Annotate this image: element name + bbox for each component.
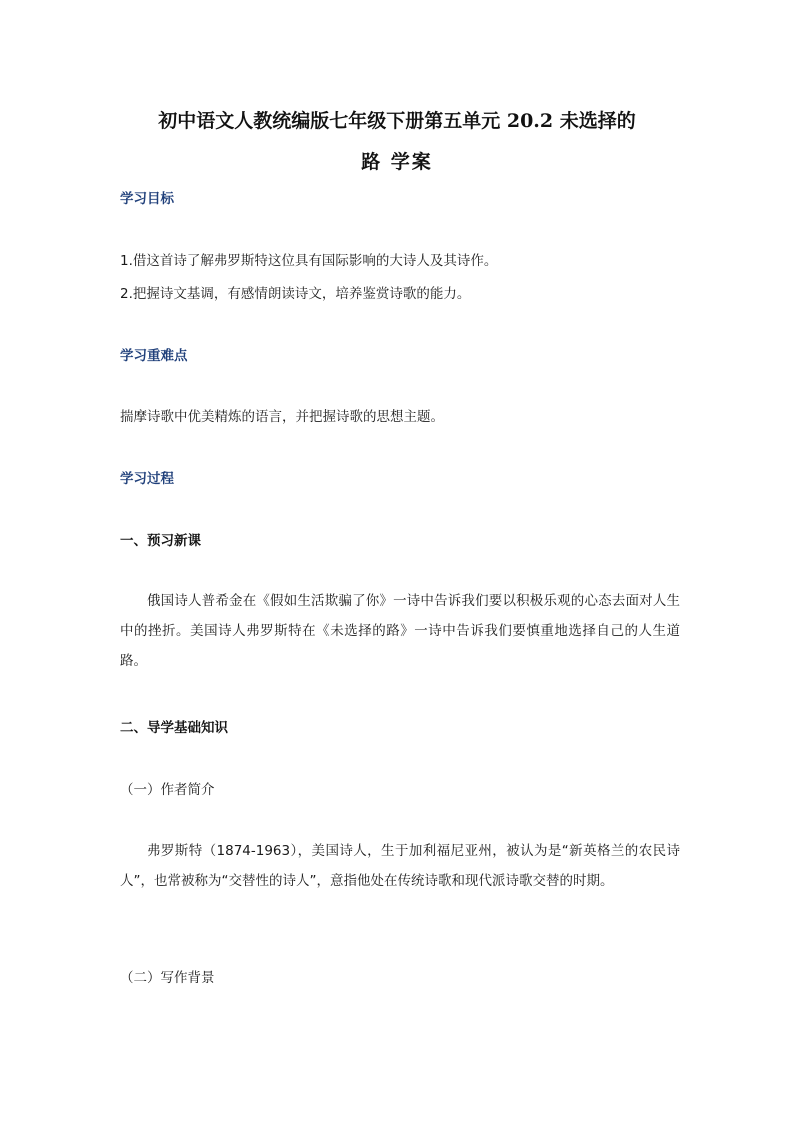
part-2-heading: 二、导学基础知识 (120, 720, 228, 736)
goal-item-2: 2.把握诗文基调，有感情朗读诗文，培养鉴赏诗歌的能力。 (120, 286, 471, 302)
document-title-line-2: 路 学案 (361, 151, 433, 173)
focus-heading: 学习重难点 (120, 348, 188, 364)
sub-1-heading: （一）作者简介 (120, 782, 215, 798)
part-1-heading: 一、预习新课 (120, 533, 201, 549)
goal-item-1: 1.借这首诗了解弗罗斯特这位具有国际影响的大诗人及其诗作。 (120, 253, 498, 269)
goals-heading: 学习目标 (120, 191, 174, 207)
document-title-line-1: 初中语文人教统编版七年级下册第五单元 20.2 未选择的 (158, 110, 636, 132)
focus-text: 揣摩诗歌中优美精炼的语言，并把握诗歌的思想主题。 (120, 409, 444, 425)
sub-2-heading: （二）写作背景 (120, 970, 215, 986)
process-heading: 学习过程 (120, 471, 174, 487)
part-1-paragraph: 俄国诗人普希金在《假如生活欺骗了你》一诗中告诉我们要以积极乐观的心态去面对人生中的挫折。美国诗人弗罗斯特在《未选择的路》一诗中告诉我们要慎重地选择自己的人生道路。 (120, 593, 680, 669)
sub-1-paragraph: 弗罗斯特（1874-1963），美国诗人，生于加利福尼亚州，被认为是“新英格兰的农民诗人”，也常被称为“交替性的诗人”，意指他处在传统诗歌和现代派诗歌交替的时期。 (120, 843, 680, 889)
